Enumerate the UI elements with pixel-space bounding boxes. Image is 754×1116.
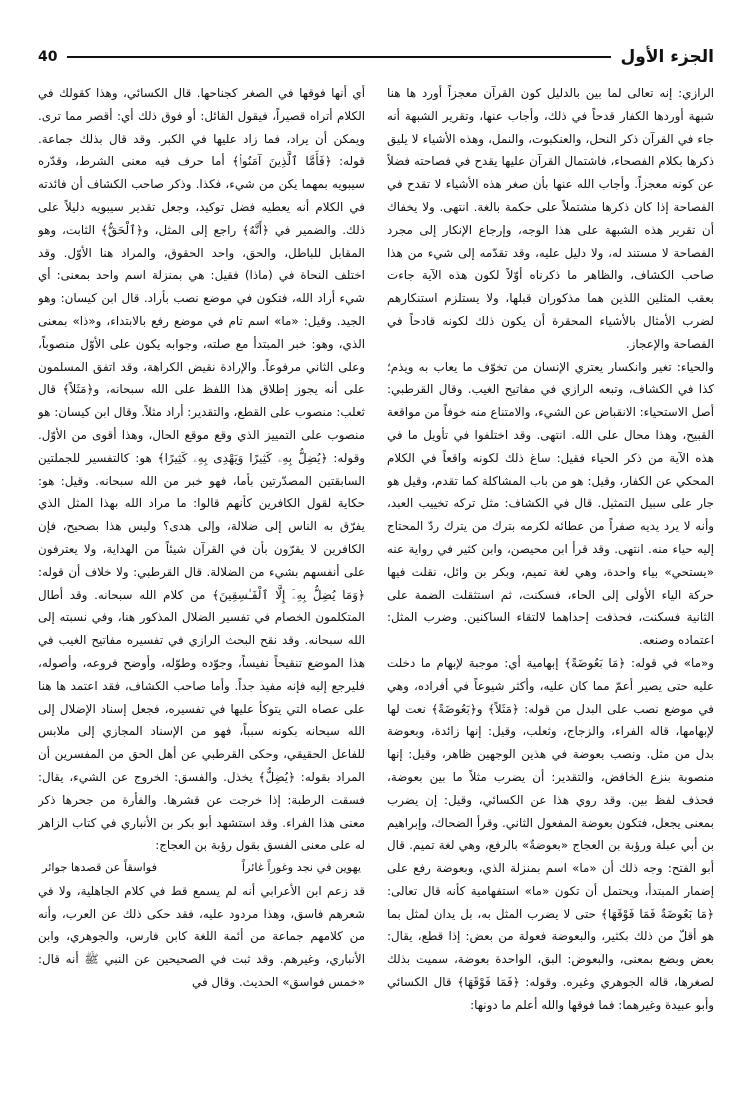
paragraph: الرازي: إنه تعالى لما بين بالدليل كون القرآن معجزاً أورد ها هنا شبهة أوردها الكفار قدحاً في ذلك، وأجاب عنها، وتقرير الشبهة أنه جاء في القرآن ذكر النحل، والعنكبوت، والنمل، وهذه الأشياء لا يليق ذكرها بكلام الفصحاء، فاشتمال القرآن عليها يقدح في فصاحته فضلاً عن كونه معجزاً. وأجاب الله عنها بأن صغر هذه الأشياء لا تقدح في الفصاحة إذا كان ذكرها مشتملاً على حكمة بالغة. انتهى. ولا يخفاك أن تقرير هذه الشبهة على هذا الوجه، وإرجاع الإنكار إلى مجرد الفصاحة لا مستند له، ولا دليل عليه، وقد تقدّمه إلى شيء من هذا صاحب الكشاف، والظاهر ما ذكرناه أوّلاً لكون هذه الآية جاءت بعقب المثلين اللذين هما مذكوران قبلها، ولا يستلزم استنكارهم لضرب الأمثال بالأشياء المحقرة أن يكون ذلك لكونه قادحاً في الفصاحة والإعجاز. [387, 86, 714, 351]
verse-hemistich: فواسقاً عن قصدها جوائر [42, 861, 157, 875]
page-number: 40 [38, 49, 58, 65]
paragraph: أي أنها فوقها في الصغر كجناحها. قال الكسائي، وهذا كقولك في الكلام أتراه قصيراً، فيقول القائل: أو فوق ذلك أي: أقصر مما ترى. ويمكن أن يراد، فما زاد عليها في الكبر. وقد قال بذلك جماعة. قوله: ﴿فَأَمَّا ٱلَّذِينَ آمَنُوا۟﴾ أما حرف فيه معنى الشرط، وقدّره سيبويه بمهما يكن من شيء، فكذا. وذكر صاحب الكشاف أن فائدته في الكلام أنه يعطيه فضل توكيد، وجعل تقدير سيبويه دليلاً على ذلك. والضمير في ﴿أَنَّهُ﴾ راجع إلى المثل، و﴿ٱلْحَقُّ﴾ الثابت، وهو المقابل للباطل، والحق، واحد الحقوق، والمراد هنا الأوّل. وقد اختلف النحاة في (ماذا) فقيل: هي بمنزلة اسم واحد بمعنى: أي شيء أراد الله، فتكون في موضع نصب بأراد. قال ابن كيسان: وهو الجيد. وقيل: «ما» اسم تام في موضع رفع بالابتداء، و«ذا» بمعنى الذي، وهو: خبر المبتدأ مع صلته، وجوابه يكون على الأوّل منصوباً، وعلى الثاني مرفوعاً. والإرادة نقيض الكراهة، وقد اتفق المسلمون على أنه يجوز إطلاق هذا اللفظ على الله سبحانه، و﴿مَثَلاً﴾ قال ثعلب: منصوب على القطع، والتقدير: أراد مثلاً. وقال ابن كيسان: هو منصوب على التمييز الذي وقع موقع الحال، وهذا أقوى من الأوّل. وقوله: ﴿يُضِلُّ بِهِۦ كَثِيرًا وَيَهْدِى بِهِۦ كَثِيرًا﴾ هو: كالتفسير للجملتين السابقتين المصدّرتين بأما، فهو خبر من الله سبحانه. وقيل: هو: حكاية لقول الكافرين كأنهم قالوا: ما مراد الله بهذا المثل الذي يفرّق به الناس إلى ضلالة، وإلى هدى؟ وليس هذا بصحيح، فإن الكافرين لا يقرّون بأن في القرآن شيئاً من الهداية، ولا يعترفون على أنفسهم بشيء من الضلالة. قال القرطبي: ولا خلاف أن قوله: ﴿وَمَا يُضِلُّ بِهِۦٓ إِلَّا ٱلْفَـٰسِقِينَ﴾ من كلام الله سبحانه. وقد أطال المتكلمون الخصام في تفسير الضلال المذكور هنا، وفي نسبته إلى الله سبحانه. وقد نقح البحث الرازي في تفسيره مفاتيح الغيب في هذا الموضع تنقيحاً نفيساً، وجوّده وطوّله، وأوضح فروعه، وأصوله، فليرجع إليه فإنه مفيد جداً. وأما صاحب الكشاف، فقد اعتمد ها هنا على عصاه التي يتوكأ عليها في تفسيره، فجعل إسناد الإضلال إلى الله سبحانه بكونه سبباً، فهو من الإسناد المجازي إلى ملابس للفاعل الحقيقي، وحكى القرطبي عن أهل الحق من المفسرين أن المراد بقوله: ﴿يُضِلُّ﴾ يخذل. والفسق: الخروج عن الشيء، يقال: فسقت الرطبة: إذا خرجت عن قشرها. والفأرة من جحرها ذكر معنى هذا الفراء. وقد استشهد أبو بكر بن الأنباري في كتاب الزاهر له على معنى الفسق بقول رؤبة بن العجاج: [38, 86, 365, 853]
paragraph: والحياء: تغير وانكسار يعتري الإنسان من تخوّف ما يعاب به ويذم؛ كذا في الكشاف، وتبعه الرازي في مفاتيح الغيب. وقال القرطبي: أصل الاستحياء: الانقباض عن الشيء، والامتناع منه خوفاً من مواقعة القبيح، وهذا محال على الله. انتهى. وقد اختلفوا في تأويل ما في هذه الآية من ذكر الحياء فقيل: ساغ ذلك لكونه واقعاً في الكلام المحكي عن الكفار، وقيل: هو من باب المشاكلة كما تقدم، وقيل هو جار على سبيل التمثيل. قال في الكشاف: مثل تركه تخييب العبد، وأنه لا يرد يديه صفراً من عطائه لكرمه بترك من يترك ردّ المحتاج إليه حياء منه. انتهى. وقد قرأ ابن محيصن، وابن كثير في رواية عنه «يستحي» بياء واحدة، وهي لغة تميم، وبكر بن وائل، نقلت فيها حركة الياء الأولى إلى الحاء، فسكنت، ثم استثقلت الضمة على الثانية فسكنت، فحذفت إحداهما لالتقاء الساكنين. وضرب المثل: اعتماده وصنعه. [387, 359, 714, 648]
page-header [38, 44, 714, 70]
paragraph: قد زعم ابن الأعرابي أنه لم يسمع قط في كلام الجاهلية، ولا في شعرهم فاسق، وهذا مردود عليه، فقد حكى ذلك عن العرب، وأنه من كلامهم جماعة من أئمة اللغة كابن فارس، والجوهري، وابن الأنباري، وغيرهم. وقد ثبت في الصحيحين عن النبي ﷺ أنه قال: «خمس فواسق» الحديث. وقال في [38, 883, 365, 990]
running-title: الجزء الأول [620, 47, 714, 67]
text-column-right [387, 82, 714, 1104]
paragraph: و«ما» في قوله: ﴿مَا بَعُوضَةً﴾ إبهامية أي: موجبة لإبهام ما دخلت عليه حتى يصير أعمّ مما كان عليه، وأكثر شيوعاً في أفراده، وهي في موضع نصب على البدل من قوله: ﴿مَثَلاً﴾ و﴿بَعُوضَةً﴾ نعت لها لإبهامها، قاله الفراء، والزجاج، وثعلب، وقيل: إنها زائدة، وبعوضة بدل من مثل. ونصب بعوضة في هذين الوجهين ظاهر، وقيل: إنها منصوبة بنزع الخافض، والتقدير: أن يضرب مثلاً ما بين بعوضة، فحذف لفظ بين. وقد روي هذا عن الكسائي، وقيل: إن يضرب بمعنى يجعل، فتكون بعوضة المفعول الثاني. وقرأ الضحاك، وإبراهيم بن أبي عبلة ورؤبة بن العجاج «بعوضةٌ» بالرفع، وهي لغة تميم. قال أبو الفتح: وجه ذلك أن «ما» اسم بمنزلة الذي، وبعوضة رفع على إضمار المبتدأ، ويحتمل أن تكون «ما» استفهامية كأنه قال تعالى: ﴿مَا بَعُوضَةٌ فَمَا فَوْقَهَا﴾ حتى لا يضرب المثل به، بل يدان لمثل بما هو أقلّ من ذلك بكثير، والبعوضة فعولة من بعض: إذا قطع، يقال: بعض وبضع بمعنى، والبعوض: البق، الواحدة بعوضة، سميت بذلك لصغرها، قاله الجوهري وغيره. وقوله: ﴿فَمَا فَوْقَهَا﴾ قال الكسائي وأبو عبيدة وغيرهما: فما فوقها والله أعلم ما دونها: [387, 655, 714, 1012]
verse-hemistich: يهوين في نجد وغوراً غائراً [241, 861, 361, 875]
text-column-left [38, 82, 365, 1104]
poetry-verse [38, 857, 365, 880]
header-rule [67, 56, 610, 58]
